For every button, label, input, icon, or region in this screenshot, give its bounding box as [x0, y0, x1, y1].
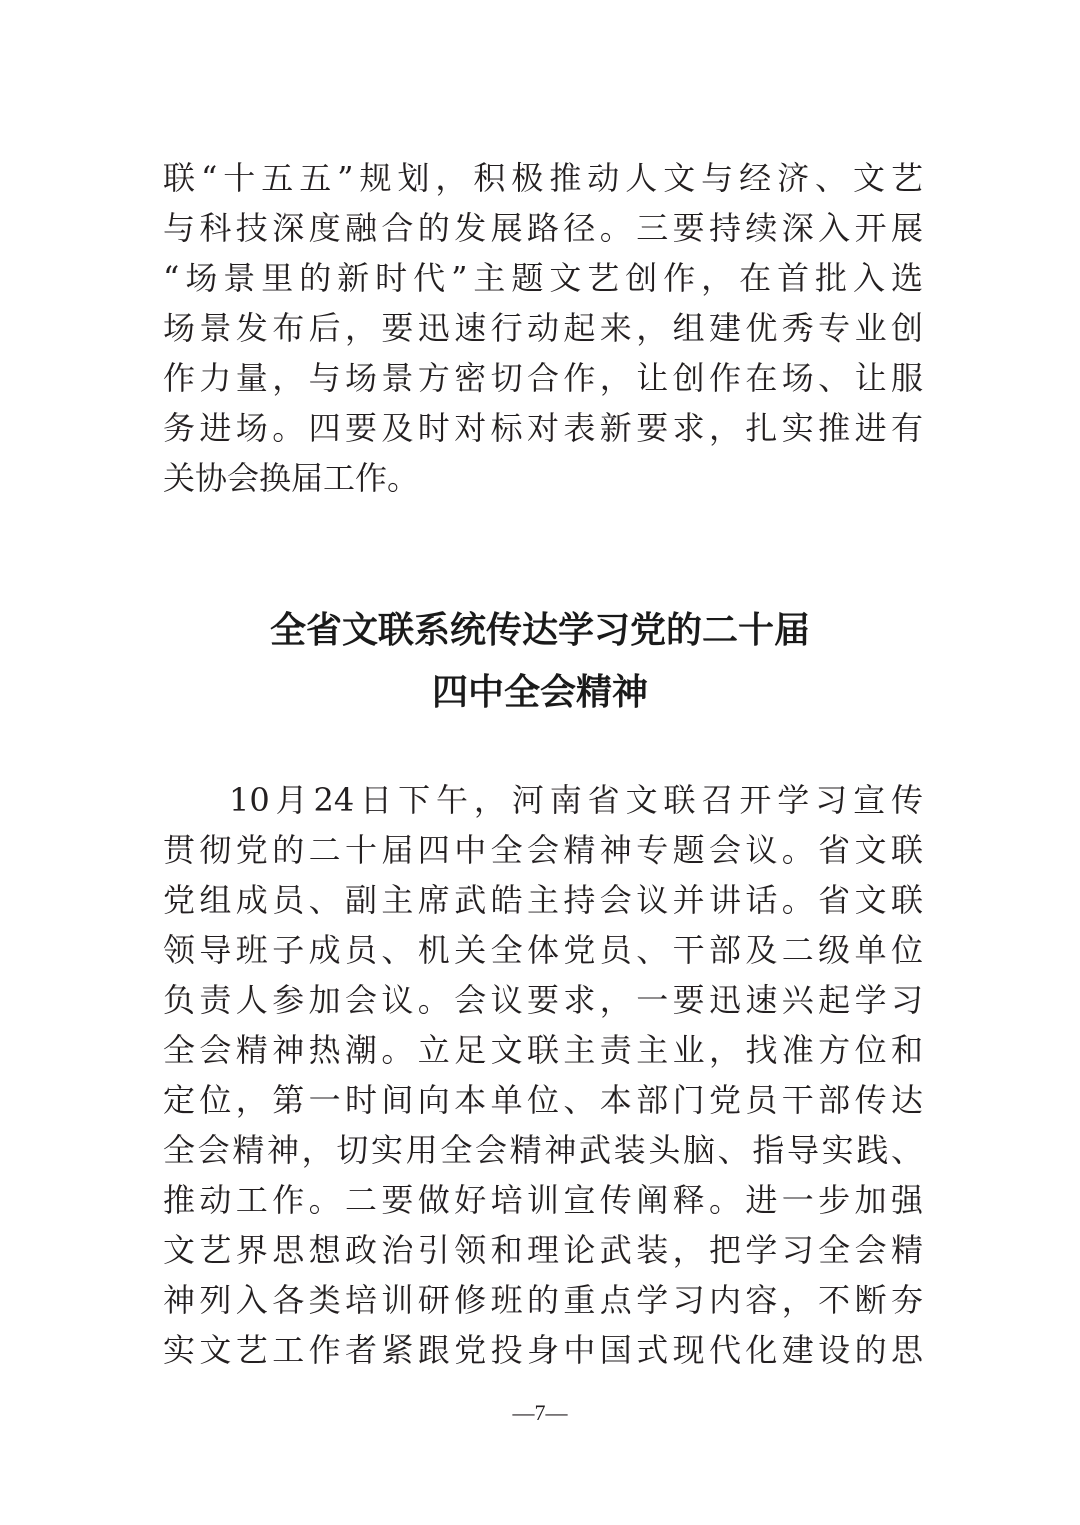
paragraph-line: 全会精神，切实用全会精神武装头脑、指导实践、 — [163, 1131, 923, 1169]
paragraph-line: 实文艺工作者紧跟党投身中国式现代化建设的思 — [163, 1331, 923, 1369]
continued-paragraph — [163, 153, 923, 503]
paragraph-line: 负责人参加会议。会议要求，一要迅速兴起学习 — [163, 981, 923, 1019]
paragraph-line: 文艺界思想政治引领和理论武装，把学习全会精 — [163, 1231, 923, 1269]
paragraph-line: 领导班子成员、机关全体党员、干部及二级单位 — [163, 931, 923, 969]
article-title-line-2: 四中全会精神 — [431, 672, 648, 713]
paragraph-line: “场景里的新时代”主题文艺创作，在首批入选 — [163, 259, 923, 297]
paragraph-line: 全会精神热潮。立足文联主责主业，找准方位和 — [163, 1031, 923, 1069]
paragraph-line: 作力量，与场景方密切合作，让创作在场、让服 — [163, 359, 923, 397]
paragraph-line: 推动工作。二要做好培训宣传阐释。进一步加强 — [163, 1181, 923, 1219]
paragraph-line: 贯彻党的二十届四中全会精神专题会议。省文联 — [163, 831, 923, 869]
article-title-line-1: 全省文联系统传达学习党的二十届 — [269, 610, 810, 651]
page-number: —7— — [512, 1400, 568, 1425]
paragraph-line: 党组成员、副主席武皓主持会议并讲话。省文联 — [163, 881, 923, 919]
paragraph-line: 定位，第一时间向本单位、本部门党员干部传达 — [163, 1081, 923, 1119]
paragraph-line: 关协会换届工作。 — [163, 459, 420, 497]
paragraph-line: 10月24日下午，河南省文联召开学习宣传 — [229, 781, 923, 819]
paragraph-line: 务进场。四要及时对标对表新要求，扎实推进有 — [163, 409, 923, 447]
paragraph-line: 联“十五五”规划，积极推动人文与经济、文艺 — [163, 159, 923, 197]
paragraph-line: 场景发布后，要迅速行动起来，组建优秀专业创 — [163, 309, 923, 347]
article-paragraph — [163, 775, 923, 1375]
paragraph-line: 与科技深度融合的发展路径。三要持续深入开展 — [163, 209, 923, 247]
paragraph-line: 神列入各类培训研修班的重点学习内容，不断夯 — [163, 1281, 923, 1319]
